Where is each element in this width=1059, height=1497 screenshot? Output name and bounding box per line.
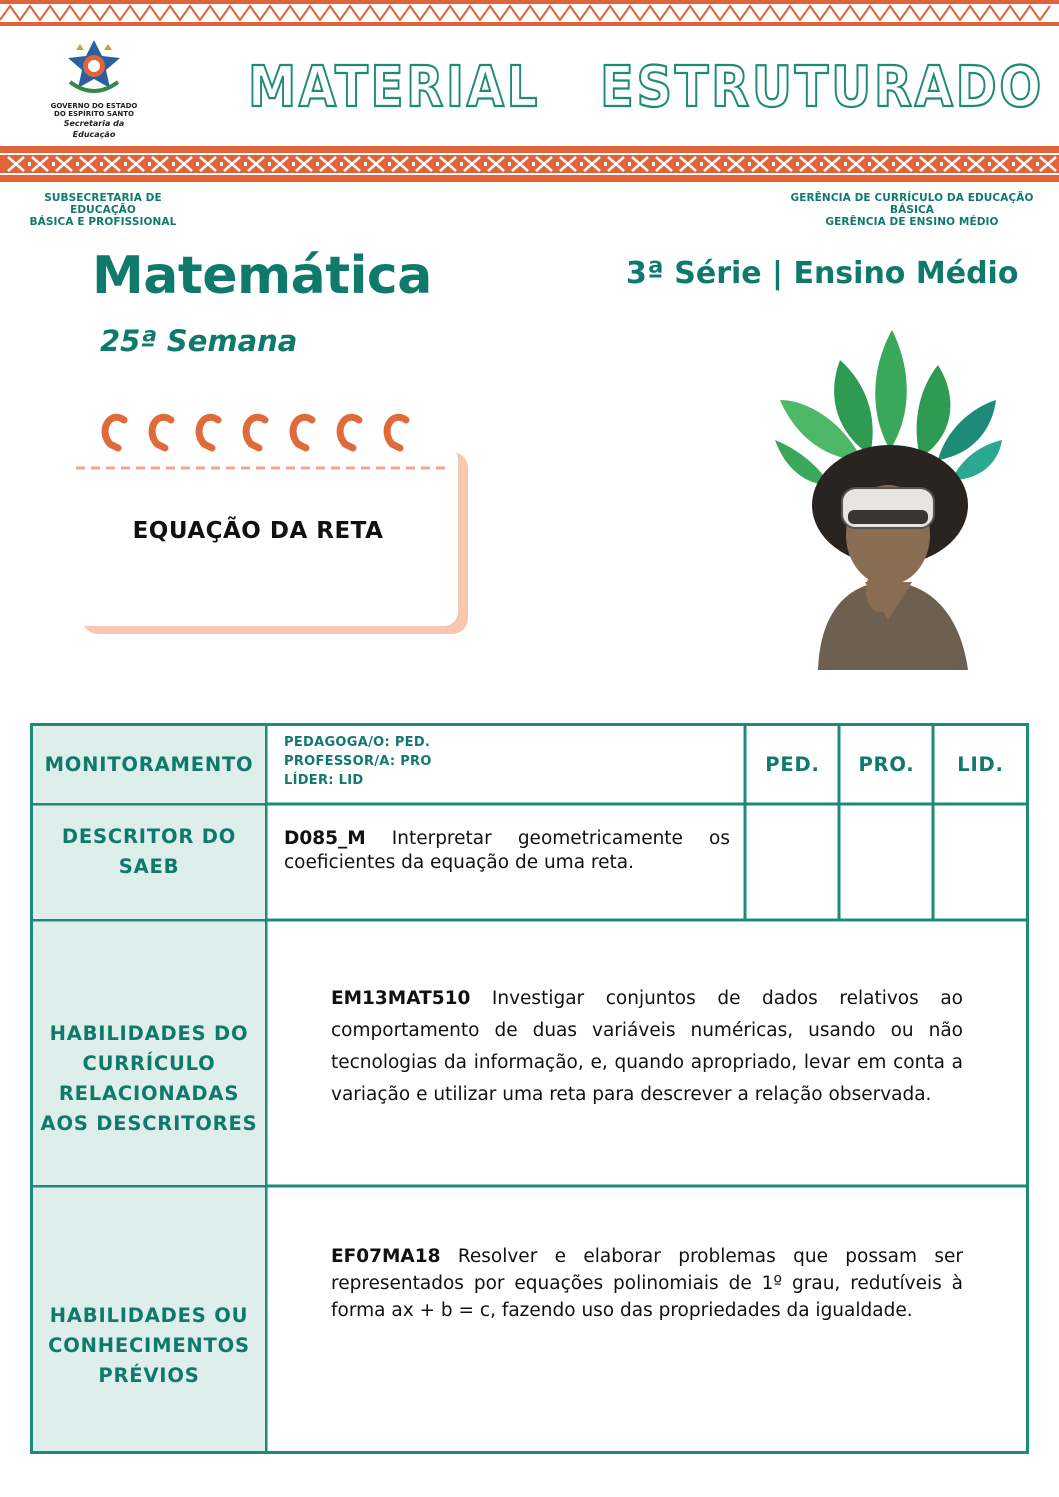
left-subheader-line-2: BÁSICA E PROFISSIONAL — [29, 216, 177, 228]
saeb-text: Interpretar geometricamente os coeficientes da equação de uma reta. — [284, 828, 731, 873]
band-dot-mark — [412, 162, 415, 166]
band-dot-mark — [340, 162, 343, 166]
band-dot-mark — [580, 162, 583, 166]
saeb-code: D085_M — [284, 828, 366, 849]
prior-label — [33, 1188, 265, 1451]
role-lider: LÍDER: LID — [284, 773, 364, 788]
monitoring-table — [30, 723, 1029, 1454]
left-subheader — [10, 192, 196, 228]
role-pedagoga: PEDAGOGA/O: PED. — [284, 735, 431, 750]
role-professor: PROFESSOR/A: PRO — [284, 754, 432, 769]
skills-code: EM13MAT510 — [331, 988, 471, 1009]
column-lid: LID. — [957, 753, 1004, 776]
band-dot-mark — [364, 162, 367, 166]
spiral-ring — [293, 417, 312, 448]
ped-check-cell[interactable] — [747, 806, 838, 918]
prior-descriptor — [331, 1243, 963, 1324]
band-dot-mark — [916, 162, 919, 166]
band-dot-mark — [820, 162, 823, 166]
left-subheader-line-1: SUBSECRETARIA DE EDUCAÇÃO — [44, 192, 162, 216]
middle-decorative-band — [0, 146, 1059, 182]
band-dot-mark — [100, 162, 103, 166]
band-dot-mark — [316, 162, 319, 166]
saeb-label: DESCRITOR DO SAEB — [33, 806, 265, 919]
band-dot-mark — [796, 162, 799, 166]
skills-label-line-4: AOS DESCRITORES — [40, 1111, 258, 1135]
band-dot-mark — [148, 162, 151, 166]
topic-title: EQUAÇÃO DA RETA — [132, 518, 384, 544]
band-dot-mark — [436, 162, 439, 166]
prior-text: Resolver e elaborar problemas que possam ser representados por equações polinomiais de 1º grau, redutíveis à forma ax + b = c, fazendo uso das propriedades da igualdade. — [331, 1246, 963, 1321]
band-dot-mark — [292, 162, 295, 166]
band-dot-mark — [484, 162, 487, 166]
vr-student-illustration — [770, 320, 1015, 670]
skills-label — [33, 922, 265, 1185]
skills-text: Investigar conjuntos de dados relativos ao comportamento de duas variáveis numéricas, usando ou não tecnologias da informação, e, quando apropriado, levar em conta a variação e utilizar uma reta para descrever a relação observada. — [331, 988, 963, 1105]
band-dot-mark — [220, 162, 223, 166]
band-dot-mark — [1012, 162, 1015, 166]
pro-check-cell[interactable] — [841, 806, 932, 918]
band-dot-mark — [532, 162, 535, 166]
band-dot-mark — [268, 162, 271, 166]
band-dot-mark — [844, 162, 847, 166]
spiral-rings — [105, 417, 406, 448]
band-dot-mark — [460, 162, 463, 166]
spiral-ring — [340, 417, 359, 448]
saeb-descriptor — [284, 827, 730, 875]
band-dot-mark — [892, 162, 895, 166]
logo-line-3: Secretaria da Educação — [63, 119, 125, 139]
band-dot-mark — [244, 162, 247, 166]
band-dot-mark — [196, 162, 199, 166]
band-dot-mark — [748, 162, 751, 166]
spiral-ring — [199, 417, 218, 448]
band-dot-mark — [556, 162, 559, 166]
grade-label: 3ª Série | Ensino Médio — [626, 256, 1019, 291]
prior-label-line-3: PRÉVIOS — [98, 1363, 200, 1387]
band-dot-mark — [124, 162, 127, 166]
monitoring-roles — [284, 733, 734, 790]
band-dot-mark — [940, 162, 943, 166]
banner-word-estruturado: ESTRUTURADO — [600, 56, 1044, 116]
band-dot-mark — [172, 162, 175, 166]
spiral-ring — [387, 417, 406, 448]
band-dot-mark — [628, 162, 631, 166]
spiral-ring — [246, 417, 265, 448]
logo-line-1: GOVERNO DO ESTADO — [50, 102, 138, 110]
prior-code: EF07MA18 — [331, 1246, 441, 1267]
skills-descriptor — [331, 983, 963, 1111]
right-subheader — [772, 192, 1052, 228]
column-ped: PED. — [765, 753, 820, 776]
banner-title — [0, 56, 1059, 116]
band-dot-mark — [28, 162, 31, 166]
band-dot-mark — [724, 162, 727, 166]
band-dot-mark — [964, 162, 967, 166]
skills-label-line-1: HABILIDADES DO — [49, 1021, 249, 1045]
spiral-ring — [105, 417, 124, 448]
prior-label-line-2: CONHECIMENTOS — [48, 1333, 250, 1357]
spiral-ring — [152, 417, 171, 448]
prior-label-line-1: HABILIDADES OU — [49, 1303, 249, 1327]
band-dot-mark — [988, 162, 991, 166]
right-subheader-line-2: GERÊNCIA DE ENSINO MÉDIO — [825, 216, 999, 228]
band-dot-mark — [772, 162, 775, 166]
subject-title: Matemática — [92, 246, 432, 306]
band-dot-mark — [508, 162, 511, 166]
top-decorative-band — [0, 0, 1059, 26]
right-subheader-line-1: GERÊNCIA DE CURRÍCULO DA EDUCAÇÃO BÁSICA — [790, 192, 1034, 216]
band-dot-mark — [388, 162, 391, 166]
band-dot-mark — [676, 162, 679, 166]
band-dot-mark — [52, 162, 55, 166]
monitoring-label: MONITORAMENTO — [33, 726, 265, 803]
band-dot-mark — [1036, 162, 1039, 166]
band-dot-mark — [700, 162, 703, 166]
band-dot-mark — [604, 162, 607, 166]
lid-check-cell[interactable] — [935, 806, 1026, 918]
week-label: 25ª Semana — [100, 324, 298, 358]
skills-label-line-2: CURRÍCULO — [82, 1051, 216, 1075]
band-dot-mark — [652, 162, 655, 166]
band-dot-mark — [76, 162, 79, 166]
logo-line-2: DO ESPÍRITO SANTO — [54, 110, 134, 118]
column-pro: PRO. — [858, 753, 915, 776]
band-dot-mark — [868, 162, 871, 166]
banner-word-material: MATERIAL — [248, 56, 540, 116]
skills-label-line-3: RELACIONADAS — [58, 1081, 240, 1105]
